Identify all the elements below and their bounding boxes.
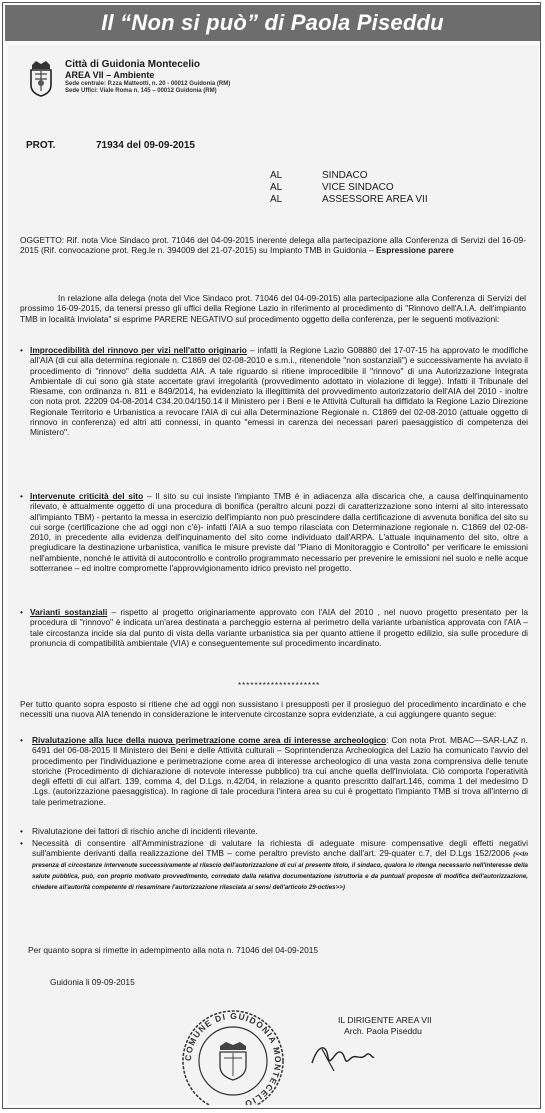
stamp-text: COMUNE DI GUIDONIA MONTECELIO <box>182 1010 284 1110</box>
point-2-body: – Il sito su cui insiste l'impianto TMB è in adiacenza alla discarica che, a causa dell'inquinamento rilevato, è attualmente oggetto di una procedura di bonifica (peraltro alcuni pozzi di caratterizzazione sono interni al sito interessato all'impianto TBM) - pertanto la messa in esercizio dell'impianto non può prescindere dalla certificazione di avvenuta bonifica del sito su cui sorge (certificazione che ad oggi non c'è)- infatti l'AIA a suo tempo rilasciata con Determinazione regionale n. C1869 del 02-08-2010, in precedente alla evidenza dell'inquinamento del sito come individuato dall'ARPA. L'attuale inquinamento del sito, oltre a pregiudicare la destinazione urbanistica, vanifica le misure previste dal "Piano di Monitoraggio e Controllo" per verificare le emissioni nell'ambiente, nonché le attività di autocontrollo e controllo programmato necessario per prevenire le emissioni nel suolo e nelle acque sotterranee – ed inoltre compromette l'approvvigionamento idrico previsto nel progetto. <box>30 491 529 574</box>
city-name: Città di Guidonia Montecelio <box>65 59 200 70</box>
recipient-row: AL SINDACO <box>270 170 368 181</box>
prot-value: 71934 del 09-09-2015 <box>96 140 195 151</box>
point-1-title: Improcedibilità del rinnovo per vizi nell'atto originario <box>30 345 247 355</box>
recipients <box>270 170 428 206</box>
recipient-row: AL VICE SINDACO <box>270 182 394 193</box>
prot-label: PROT. <box>26 140 56 151</box>
separator: ******************** <box>238 681 321 690</box>
protocol-line <box>26 140 195 151</box>
sede-centrale: Sede centrale: P.zza Matteotti, n. 20 - 00012 Guidonia (RM) <box>65 80 231 87</box>
subject-paragraph: OGGETTO: Rif. nota Vice Sindaco prot. 71046 del 04-09-2015 inerente delega alla partecipazione alla Conferenza di Servizi del 16-09-2015 (Rif. convocazione prot. Reg.le n. 394009 del 21-07-2015) su Impianto TMB in Guidonia – Espressione parere <box>20 235 526 256</box>
signature-name: Arch. Paola Piseddu <box>344 1025 422 1036</box>
bullet-2: • Rivalutazione dei fattori di rischio anche di incidenti rilevante. <box>20 826 528 836</box>
subject-bold: Espressione parere <box>376 245 454 256</box>
handwritten-signature-icon <box>308 1035 378 1075</box>
point-2: • Intervenute criticità del sito – Il sito su cui insiste l'impianto TMB è in adiacenza alla discarica che, a causa dell'inquinamento rilevato, è attualmente oggetto di una procedura di bonifica (peraltro alcuni pozzi di caratterizzazione sono interni al sito interessato all'impianto TBM) - pertanto la messa in esercizio dell'impianto non può prescindere dalla certificazione di avvenuta bonifica del sito su cui sorge (certificazione che ad oggi non c'è)- infatti l'AIA a suo tempo rilasciata con Determinazione regionale n. C1869 del 02-08-2010, in precedente alla evidenza dell'inquinamento del sito come individuato dall'ARPA. L'attuale inquinamento del sito, oltre a pregiudicare la destinazione urbanistica, vanifica le misure previste dal "Piano di Monitoraggio e Controllo" per verificare le emissioni nell'ambiente, nonché le attività di autocontrollo e controllo programmato necessario per prevenire le emissioni nel suolo e nelle acque sotterranee – ed inoltre compromette l'approvvigionamento idrico previsto nel progetto. <box>20 491 529 574</box>
bullet-1-title: Rivalutazione alla luce della nuova perimetrazione come area di interesse archeologico <box>32 735 387 745</box>
place-date: Guidonia li 09-09-2015 <box>50 977 135 987</box>
banner-title: Il “Non si può” di Paola Piseddu <box>101 10 444 35</box>
intro-paragraph: In relazione alla delega (nota del Vice Sindaco prot. 71046 del 04-09-2015) alla partecipazione alla Conferenza di Servizi del prossimo 16-09-2015, da tenersi presso gli uffici della Regione Lazio in riferimento al procedimento di "Rinnovo dell'A.I.A. dell'impianto TMB in località Inviolata" si esprime PARERE NEGATIVO sul procedimento oggetto della conferenza, per le seguenti motivazioni: <box>20 293 526 324</box>
city-crest-icon <box>28 59 54 97</box>
area-name: AREA VII – Ambiente <box>65 70 155 80</box>
official-stamp-icon <box>180 1008 286 1110</box>
closing-line: Per quanto sopra si rimette in adempimento alla nota n. 71046 del 04-09-2015 <box>28 945 319 955</box>
point-3-title: Varianti sostanziali <box>30 607 108 617</box>
recipient-row: AL ASSESSORE AREA VII <box>270 194 428 205</box>
bullet-3-note: (<<In presenza di circostanze intervenute successivamente al rilascio dell'autorizzazione di cui al presente titolo, il sindaco, qualora lo ritenga necessario nell'interesse della salute pubblica, può, con proprio motivato provvedimento, corredato dalla relativa documentazione istruttoria e da puntuali proposte di modifica dell'autorizzazione, chiedere all'autorità competente di riesaminare l'autorizzazione rilasciata ai sensi dell'articolo 29-octies>>) <box>32 851 529 892</box>
letter-document <box>8 45 538 1110</box>
point-3: • Varianti sostanziali – rispetto al progetto originariamente approvato con l'AIA del 2010 , nel nuovo progetto presentato per la procedura di "rinnovo" è indicata un'area destinata a parcheggio esterna al perimetro della variante urbanistica approvata con l'AIA – tale circostanza incide sia dal punto di vista della variante urbanistica sia per quanto attiene il progetto edilizio, sia sulle procedure di pronuncia di compatibilità ambientale (VIA) e conseguentemente sul procedimento incardinato. <box>20 607 529 648</box>
conclusion-paragraph: Per tutto quanto sopra esposto si ritiene che ad oggi non sussistano i presupposti per il prosieguo del procedimento incardinato e che necessiti una nuova AIA tenendo in considerazione le intervenute circostanze sopra evidenziate, a cui aggiungere quanto segue: <box>20 699 526 720</box>
bullet-3-body: Necessità di consentire all'Amministrazione di valutare la richiesta di adeguate misure compensative degli effetti negativi sull'ambiente derivanti dalla realizzazione del TMB – come peraltro previsto anche dall'art. 29-quater c.7, del D.Lgs 152/2006 <box>32 838 528 859</box>
sede-uffici: Sede Uffici: Viale Roma n. 145 – 00012 Guidonia (RM) <box>65 88 217 94</box>
point-1: • Improcedibilità del rinnovo per vizi nell'atto originario – infatti la Regione Lazio G08880 del 17-07-15 ha approvato le modifiche all'AIA (di cui alla determina regionale n. C1869 del 02-08-2010 e s.m.i., ritenendole "non sostanziali") e successivamente ha avviato il procedimento di "rinnovo" della suddetta AIA. A tale riguardo si ritiene improcedibile il "rinnovo" di una Autorizzazione Integrata Ambientale di cui sono già state accertate gravi irregolarità (provvedimento adottato in violazione di legge). Infatti il Tribunale del Riesame, con ordinanza n. 811 e 849/2014, ha evidenziato la illegittimità del provvedimento autorizzatorio dell'AIA del 2010 - inoltre con nota prot. 22209 04-08-2014 C34.20.04/150.14 il Ministero per i Beni e le Attività Culturali ha diffidato la Regione Lazio Direzione Regionale Territorio e Urbanistica a revocare l'AIA di cui alla Determinazione Regionale n. C1869 del 02-08-2010 (attuale oggetto di rinnovo in conferenza) ed altri atti connessi, in quanto "emessi in carenza dei necessari pareri paesaggistico di competenza dei Ministero". <box>20 345 528 438</box>
title-banner <box>5 5 540 41</box>
bullet-1-body: : Con nota Prot. MBAC—SAR-LAZ n. 6491 del 06-08-2015 Il Ministero dei Beni e delle Attività culturali – Soprintendenza Archeologica del Lazio ha comunicato l'avvio del procedimento per l'individuazione e perimetrazione come area di interesse archeologico di una vasta zona comprensiva delle tenute storiche (Procedimento di dichiarazione di notevole interesse pubblico) tra cui anche quella dell'Inviolata. Ciò comporta l'operatività degli effetti di cui all'art. 139, comma 4, del D.Lgs. n.42/04, in relazione a quanto prescritto dall'art.146, comma 1 del medesimo D .Lgs. (autorizzazione paesaggistica). In ragione di tale procedura l'intera area su cui è progettato l'impianto TMB si trova all'interno di tale perimetrazione. <box>32 735 528 807</box>
bullet-1: • Rivalutazione alla luce della nuova perimetrazione come area di interesse archeologico: Con nota Prot. MBAC—SAR-LAZ n. 6491 del 06-08-2015 Il Ministero dei Beni e delle Attività culturali – Soprintendenza Archeologica del Lazio ha comunicato l'avvio del procedimento per l'individuazione e perimetrazione come area di interesse archeologico di una vasta zona comprensiva delle tenute storiche (Procedimento di dichiarazione di notevole interesse pubblico) tra cui anche quella dell'Inviolata. Ciò comporta l'operatività degli effetti di cui all'art. 139, comma 4, del D.Lgs. n.42/04, in relazione a quanto prescritto dall'art.146, comma 1 del medesimo D .Lgs. (autorizzazione paesaggistica). In ragione di tale procedura l'intera area su cui è progettato l'impianto TMB si trova all'interno di tale perimetrazione. <box>20 735 528 807</box>
bullet-2-body: Rivalutazione dei fattori di rischio anche di incidenti rilevante. <box>32 826 258 836</box>
bullet-3: • Necessità di consentire all'Amministrazione di valutare la richiesta di adeguate misure compensative degli effetti negativi sull'ambiente derivanti dalla realizzazione del TMB – come peraltro previsto anche dall'art. 29-quater c.7, del D.Lgs 152/2006 (<<In presenza di circostanze intervenute successivamente al rilascio dell'autorizzazione di cui al presente titolo, il sindaco, qualora lo ritenga necessario nell'interesse della salute pubblica, può, con proprio motivato provvedimento, corredato dalla relativa documentazione istruttoria e da puntuali proposte di modifica dell'autorizzazione, chiedere all'autorità competente di riesaminare l'autorizzazione rilasciata ai sensi dell'articolo 29-octies>>) <box>20 838 529 892</box>
point-2-title: Intervenute criticità del sito <box>30 491 144 501</box>
point-3-body: – rispetto al progetto originariamente approvato con l'AIA del 2010 , nel nuovo progetto presentato per la procedura di "rinnovo" è indicata un'area destinata a parcheggio esterna al perimetro della variante urbanistica approvata con l'AIA – tale circostanza incide sia dal punto di vista della variante urbanistica sia per quanto attiene il progetto edilizio, sia sulle procedure di pronuncia di compatibilità ambientale (VIA) e conseguentemente sul procedimento incardinato. <box>30 607 529 648</box>
signature-role: IL DIRIGENTE AREA VII <box>338 1015 432 1025</box>
signature-block <box>338 1015 432 1036</box>
letterhead <box>65 59 230 96</box>
point-1-body: – infatti la Regione Lazio G08880 del 17-07-15 ha approvato le modifiche all'AIA (di cui alla determina regionale n. C1869 del 02-08-2010 e s.m.i., ritenendole "non sostanziali") e successivamente ha avviato il procedimento di "rinnovo" della suddetta AIA. A tale riguardo si ritiene improcedibile il "rinnovo" di una Autorizzazione Integrata Ambientale di cui sono già state accertate gravi irregolarità (provvedimento adottato in violazione di legge). Infatti il Tribunale del Riesame, con ordinanza n. 811 e 849/2014, ha evidenziato la illegittimità del provvedimento autorizzatorio dell'AIA del 2010 - inoltre con nota prot. 22209 04-08-2014 C34.20.04/150.14 il Ministero per i Beni e le Attività Culturali ha diffidato la Regione Lazio Direzione Regionale Territorio e Urbanistica a revocare l'AIA di cui alla Determinazione Regionale n. C1869 del 02-08-2010 (attuale oggetto di rinnovo in conferenza) ed altri atti connessi, in quanto "emessi in carenza dei necessari pareri paesaggistico di competenza dei Ministero". <box>30 345 528 438</box>
